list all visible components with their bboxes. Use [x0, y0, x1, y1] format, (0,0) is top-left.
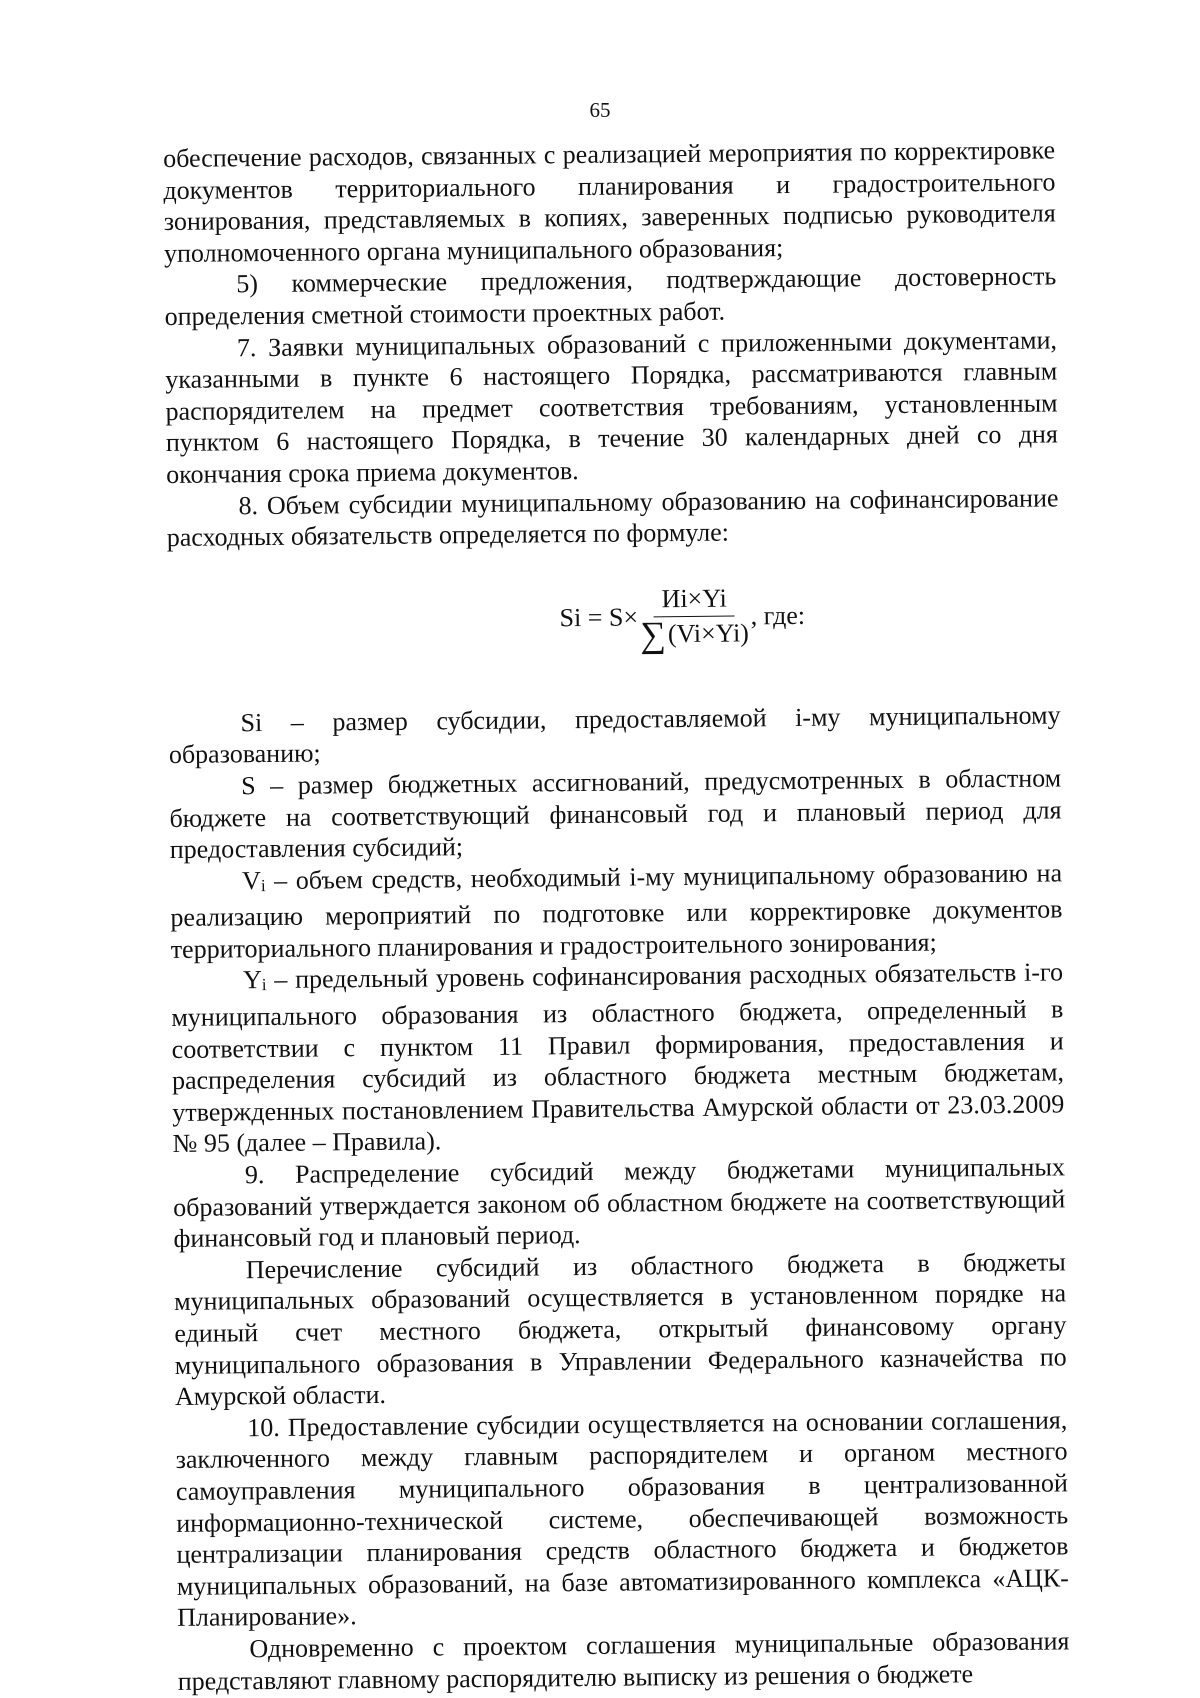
- page-number: 65: [589, 98, 611, 122]
- definition-yi: [171, 957, 1065, 1160]
- symbol-y: Y: [242, 965, 262, 995]
- sum-symbol: ∑: [640, 614, 667, 655]
- definition-yi-text: – предельный уровень софинансирования расходных обязательств i-го муниципального образования из областного бюджета, определенный в соответствии с пунктом 11 Правил формирования, предоставления и распределения субсидий из областного бюджета местным бюджетам, утвержденных постановлением Правительства Амурской области от 23.03.2009 № 95 (далее – Правила).: [171, 957, 1065, 1159]
- formula-expression: [559, 570, 805, 664]
- symbol-v: V: [241, 865, 262, 895]
- formula-lhs: Si = S×: [559, 602, 639, 632]
- definition-si: Si – размер субсидии, предоставляемой i-му муниципальному образованию;: [168, 700, 1061, 770]
- paragraph-agreement-draft: Одновременно с проектом соглашения муниципальные образования представляют главному распорядителю выписку из решения о бюджете: [177, 1626, 1070, 1696]
- paragraph-section-7: 7. Заявки муниципальных образований с приложенными документами, указанными в пункте 6 настоящего Порядка, рассматриваются главным распорядителем на предмет соответствия требованиям, установленным пунктом 6 настоящего Порядка, в течение 30 календарных дней со дня окончания срока приема документов.: [165, 324, 1058, 489]
- formula-suffix: , где:: [750, 600, 806, 631]
- formula-denominator: (Vi×Yi): [667, 618, 750, 649]
- formula-fraction: [640, 583, 750, 655]
- definition-s: S – размер бюджетных ассигнований, предусмотренных в областном бюджете на соответствующий финансовый год и плановый период для предоставления субсидий;: [169, 763, 1062, 865]
- paragraph-transfer: Перечисление субсидий из областного бюджета в бюджеты муниципальных образований осуществляется в установленном порядке на единый счет местного бюджета, открытый финансовому органу муниципального образования в Управлении Федерального казначейства по Амурской области.: [173, 1247, 1067, 1412]
- symbol-v-subscript: i: [260, 875, 266, 895]
- paragraph-section-8: 8. Объем субсидии муниципальному образованию на софинансирование расходных обязательств определяется по формуле:: [166, 482, 1059, 553]
- paragraph-item-5: 5) коммерческие предложения, подтверждающие достоверность определения сметной стоимости проектных работ.: [164, 261, 1057, 331]
- paragraph-section-9: 9. Распределение субсидий между бюджетами муниципальных образований утверждается законом об областном бюджете на соответствующий финансовый год и плановый период.: [173, 1152, 1066, 1254]
- paragraph-section-10: 10. Предоставление субсидии осуществляется на основании соглашения, заключенного между главным распорядителем и органом местного самоуправления муниципального образования в централизованной информационно-технической системе, обеспечивающей возможность централизации планирования средств областного бюджета и бюджетов муниципальных образований, на базе автоматизированного комплекса «АЦК-Планирование».: [175, 1405, 1069, 1633]
- formula-denominator-group: [640, 614, 750, 655]
- definition-vi: [170, 857, 1063, 965]
- paragraph-expenses-continuation: обеспечение расходов, связанных с реализацией мероприятия по корректировке документов территориального планирования и градостроительного зонирования, представляемых в копиях, заверенных подписью руководителя уполномоченного органа муниципального образования;: [163, 135, 1056, 268]
- definition-vi-text: – объем средств, необходимый i-му муниципальному образованию на реализацию мероприятий по подготовке или корректировке документов территориального планирования и градостроительного зонирования;: [170, 858, 1063, 964]
- document-body: [163, 134, 1070, 1697]
- formula-numerator: Иi×Yi: [653, 584, 735, 618]
- symbol-y-subscript: i: [261, 975, 267, 995]
- subsidy-formula: [167, 567, 1060, 668]
